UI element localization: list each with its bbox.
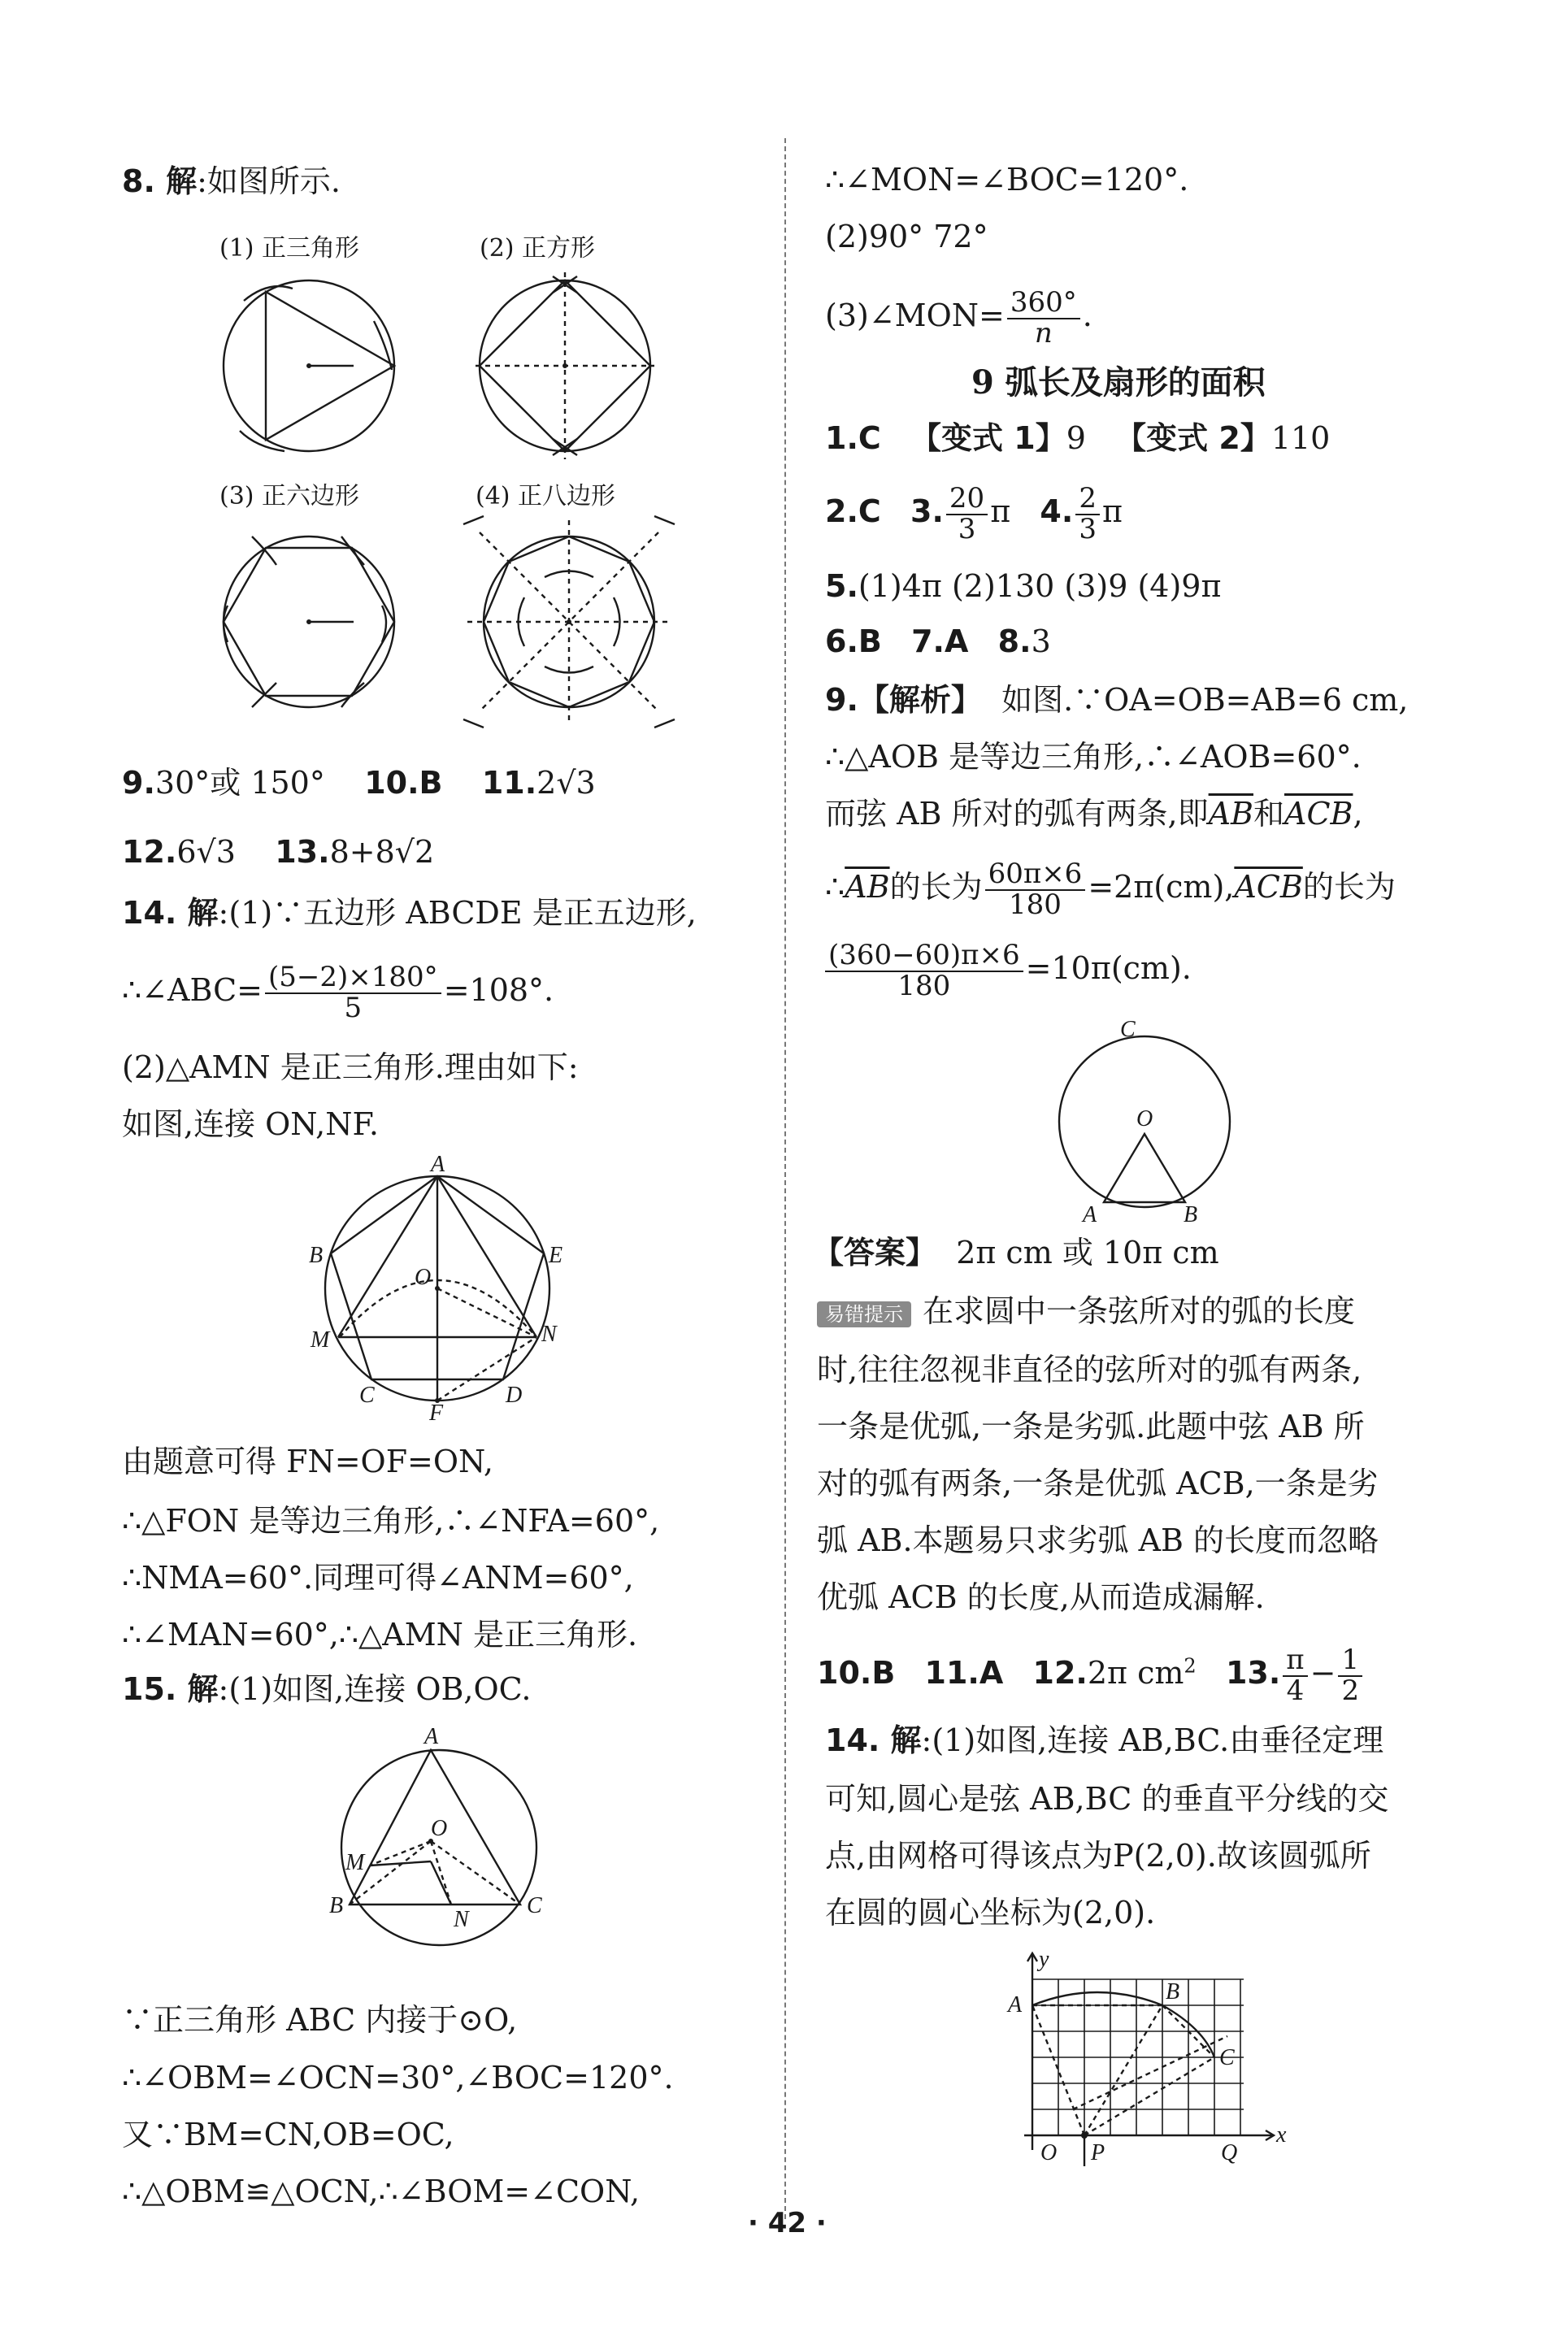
a3-frac xyxy=(946,484,988,544)
caption-hexagon: (3) 正六边形 xyxy=(219,482,360,510)
section-title: 9 弧长及扇形的面积 xyxy=(971,363,1266,402)
tip-line3: 一条是优弧,一条是劣弧.此题中弦 AB 所 xyxy=(817,1409,1365,1444)
a12-text: 2π cm xyxy=(1087,1655,1184,1692)
label-y: y xyxy=(1039,1947,1049,1972)
q12-num: 12. xyxy=(122,834,177,870)
rq14-l1: :(1)如图,连接 AB,BC.由垂径定理 xyxy=(921,1722,1384,1758)
label-A: A xyxy=(1008,1992,1023,2017)
q8-text: :如图所示. xyxy=(197,163,341,199)
q9-frac2 xyxy=(825,941,1023,1001)
a3-n: 20 xyxy=(946,484,988,515)
caption-octagon: (4) 正八边形 xyxy=(476,482,616,510)
figure-pentagon xyxy=(309,1152,577,1426)
r-q14-line4: 在圆的圆心坐标为(2,0). xyxy=(825,1895,1156,1931)
q14-line2 xyxy=(122,963,554,1023)
r-q14-line3: 点,由网格可得该点为P(2,0).故该圆弧所 xyxy=(825,1838,1371,1874)
figure-circle-aob xyxy=(1049,1017,1252,1227)
a8-num: 8. xyxy=(997,623,1032,659)
column-divider xyxy=(784,138,786,2219)
q14-line4: 如图,连接 ON,NF. xyxy=(122,1106,379,1142)
q15-l1: :(1)如图,连接 OB,OC. xyxy=(218,1671,532,1707)
r3-num: 360° xyxy=(1007,289,1080,319)
q9-num: 9. xyxy=(122,765,155,801)
label-A: A xyxy=(431,1152,445,1177)
a7-ans: A xyxy=(945,623,969,659)
label-B: B xyxy=(309,1243,324,1268)
caption-square: (2) 正方形 xyxy=(480,234,596,263)
q14-l1: :(1)∵五边形 ABCDE 是正五边形, xyxy=(218,895,697,931)
a1-v1: 9 xyxy=(1066,420,1086,456)
a13-num: 13. xyxy=(1225,1655,1281,1692)
answer-text: 2π cm 或 10π cm xyxy=(956,1235,1219,1270)
r3b: . xyxy=(1082,298,1092,334)
label-x: x xyxy=(1276,2122,1287,2148)
q11-num: 11. xyxy=(481,765,537,801)
a3-num: 3. xyxy=(910,493,944,530)
q9-l1: 如图.∵OA=OB=AB=6 cm, xyxy=(1001,682,1409,718)
label-Q: Q xyxy=(1221,2140,1238,2165)
r-answers-10-13 xyxy=(817,1646,1365,1705)
answer-label: 【答案】 xyxy=(813,1235,937,1270)
label-F: F xyxy=(429,1401,444,1426)
q9-l3a: 而弦 AB 所对的弧有两条,即 xyxy=(825,796,1209,832)
q8-line xyxy=(122,163,341,200)
q8-num: 8. 解 xyxy=(122,163,198,199)
a13-frac1 xyxy=(1283,1646,1307,1705)
q13-num: 13. xyxy=(275,834,330,870)
answers-9-11 xyxy=(122,764,596,801)
a4-n: 2 xyxy=(1075,484,1100,515)
q9-l4d: 的长为 xyxy=(1302,869,1396,906)
label-M: M xyxy=(345,1850,365,1875)
q9-l4b: 的长为 xyxy=(889,869,983,906)
q15-num: 15. 解 xyxy=(122,1671,219,1707)
a12-num: 12. xyxy=(1032,1655,1088,1692)
label-D: D xyxy=(506,1383,523,1408)
a4-num: 4. xyxy=(1040,493,1074,530)
q14-line8: ∴∠MAN=60°,∴△AMN 是正三角形. xyxy=(122,1617,638,1653)
figure-inscribed-square xyxy=(476,272,654,459)
q9-frac1 xyxy=(985,860,1086,919)
q14-frac-num: (5−2)×180° xyxy=(265,963,441,994)
label-B: B xyxy=(1166,1979,1180,2004)
label-O: O xyxy=(1136,1106,1153,1131)
q10-num: 10. xyxy=(364,765,419,801)
a2-num: 2. xyxy=(825,493,858,530)
q9-and: 和 xyxy=(1253,796,1284,832)
a11-num: 11. xyxy=(924,1655,979,1692)
q9-l3b: , xyxy=(1353,796,1363,832)
label-O: O xyxy=(415,1265,432,1290)
a13-n1: π xyxy=(1283,1646,1307,1677)
r-q9-line1 xyxy=(825,681,1408,719)
q9-l4a: ∴ xyxy=(825,869,845,906)
caption-triangle: (1) 正三角形 xyxy=(219,234,360,263)
label-N: N xyxy=(454,1907,469,1932)
q14-l2a: ∴∠ABC= xyxy=(122,972,263,1009)
a4-frac xyxy=(1075,484,1100,544)
r-answers-6-8 xyxy=(825,623,1051,660)
label-O: O xyxy=(1040,2140,1058,2165)
a6-ans: B xyxy=(858,623,882,659)
q15-line3: ∴∠OBM=∠OCN=30°,∠BOC=120°. xyxy=(122,2060,674,2096)
r-q14-line2: 可知,圆心是弦 AB,BC 的垂直平分线的交 xyxy=(825,1781,1389,1817)
r-answers-2-4 xyxy=(825,484,1123,544)
q14-line7: ∴NMA=60°.同理可得∠ANM=60°, xyxy=(122,1560,634,1596)
a7-num: 7. xyxy=(911,623,945,659)
a4-d: 3 xyxy=(1079,512,1097,545)
label-A: A xyxy=(1083,1202,1097,1227)
a13-d2: 2 xyxy=(1341,1674,1360,1707)
arc-ab: $\overline{AB}$ xyxy=(1208,796,1253,832)
r-line2: (2)90° 72° xyxy=(825,219,988,254)
label-O: O xyxy=(431,1816,448,1841)
rq14-num: 14. 解 xyxy=(825,1722,922,1758)
q10-ans: B xyxy=(419,765,443,801)
q14-line5: 由题意可得 FN=OF=ON, xyxy=(122,1444,493,1479)
figure-triangle-mn xyxy=(325,1724,561,1955)
q9-l4c: =2π(cm), xyxy=(1088,869,1235,906)
a1-num: 1. xyxy=(825,420,858,456)
arc-ab-2: $\overline{AB}$ xyxy=(845,869,890,906)
figure-inscribed-octagon xyxy=(451,504,687,740)
r-q14-line1 xyxy=(825,1722,1383,1759)
figure-inscribed-triangle xyxy=(219,272,398,459)
a3-d: 3 xyxy=(958,512,976,545)
q15-line5: ∴△OBM≌△OCN,∴∠BOM=∠CON, xyxy=(122,2174,641,2209)
tip-badge: 易错提示 xyxy=(817,1301,911,1327)
r-answers-1 xyxy=(825,419,1330,457)
r-line1: ∴∠MON=∠BOC=120°. xyxy=(825,162,1189,198)
a13-frac2 xyxy=(1338,1646,1362,1705)
q9-l5b: =10π(cm). xyxy=(1025,950,1192,987)
r-q9-line2: ∴△AOB 是等边三角形,∴∠AOB=60°. xyxy=(825,739,1362,775)
r-line3 xyxy=(825,286,1092,350)
label-A: A xyxy=(424,1724,439,1749)
r-answer-5 xyxy=(825,567,1221,605)
tip-line2: 时,往往忽视非直径的弦所对的弧有两条, xyxy=(817,1352,1362,1388)
a13-d1: 4 xyxy=(1286,1674,1305,1707)
a5-num: 5. xyxy=(825,568,858,604)
label-B: B xyxy=(1184,1202,1198,1227)
a4-suffix: π xyxy=(1101,493,1123,530)
a13-minus: − xyxy=(1310,1655,1336,1692)
q14-fraction xyxy=(265,963,441,1023)
a8-text: 3 xyxy=(1031,623,1051,659)
a2-ans: C xyxy=(858,493,881,530)
q9-frac2-num: (360−60)π×6 xyxy=(825,941,1023,972)
figure-inscribed-hexagon xyxy=(219,528,398,715)
q14-line6: ∴△FON 是等边三角形,∴∠NFA=60°, xyxy=(122,1503,660,1539)
q15-line2: ∵正三角形 ABC 内接于⊙O, xyxy=(122,2002,518,2038)
a1-ans: C xyxy=(858,420,881,456)
a1-v2-label: 【变式 2】 xyxy=(1115,420,1271,456)
arc-acb-2: $\overline{ACB}$ xyxy=(1234,869,1303,906)
a11-ans: A xyxy=(979,1655,1004,1692)
q12-text: 6√3 xyxy=(176,834,236,870)
label-C: C xyxy=(1120,1017,1136,1042)
q9-frac1-num: 60π×6 xyxy=(985,860,1086,891)
q9-frac2-den: 180 xyxy=(897,969,951,1002)
q14-frac-den: 5 xyxy=(344,991,363,1024)
r-q9-answer xyxy=(813,1234,1219,1271)
tip-line1 xyxy=(817,1292,1355,1330)
figure-coordinate-grid xyxy=(992,1947,1292,2174)
r-q9-line5 xyxy=(825,941,1192,1001)
page-number-value: 42 xyxy=(767,2207,807,2239)
a10-num: 10. xyxy=(817,1655,872,1692)
label-C: C xyxy=(359,1383,375,1408)
tip-line5: 弧 AB.本题易只求劣弧 AB 的长度而忽略 xyxy=(817,1522,1379,1558)
tip-line4: 对的弧有两条,一条是优弧 ACB,一条是劣 xyxy=(817,1466,1379,1501)
r-q9-line3 xyxy=(825,795,1363,832)
q14-l2b: =108°. xyxy=(443,972,554,1009)
r3a: (3)∠MON= xyxy=(825,298,1005,334)
a6-num: 6. xyxy=(825,623,858,659)
q14-num: 14. 解 xyxy=(122,895,219,931)
r3-fraction xyxy=(1007,286,1080,350)
q14-line1 xyxy=(122,894,697,932)
label-E: E xyxy=(549,1243,563,1268)
label-P: P xyxy=(1091,2140,1105,2165)
a5-text: (1)4π (2)130 (3)9 (4)9π xyxy=(858,568,1222,604)
q15-line4: 又∵BM=CN,OB=OC, xyxy=(122,2117,454,2152)
arc-acb: $\overline{ACB}$ xyxy=(1284,796,1353,832)
a1-v1-label: 【变式 1】 xyxy=(910,420,1066,456)
q14-line3: (2)△AMN 是正三角形.理由如下: xyxy=(122,1049,579,1085)
a13-n2: 1 xyxy=(1338,1646,1362,1677)
q13-text: 8+8√2 xyxy=(329,834,435,870)
q9-text: 30°或 150° xyxy=(154,765,325,801)
a10-ans: B xyxy=(871,1655,896,1692)
label-C: C xyxy=(1219,2045,1235,2070)
q9-frac1-den: 180 xyxy=(1008,888,1062,921)
a12-sup: 2 xyxy=(1184,1654,1197,1678)
r-q9-line4 xyxy=(825,860,1396,919)
r3-den: n xyxy=(1034,316,1053,350)
page-number: · 42 · xyxy=(748,2207,827,2239)
q15-line1 xyxy=(122,1670,531,1708)
answers-12-13 xyxy=(122,833,434,871)
tip-line6: 优弧 ACB 的长度,从而造成漏解. xyxy=(817,1579,1265,1615)
label-B: B xyxy=(329,1893,344,1918)
a3-suffix: π xyxy=(990,493,1011,530)
label-N: N xyxy=(541,1322,557,1347)
label-C: C xyxy=(527,1893,542,1918)
tip-text-1: 在求圆中一条弦所对的弧的长度 xyxy=(923,1293,1356,1329)
label-M: M xyxy=(311,1327,330,1353)
q9-label: 9.【解析】 xyxy=(825,682,982,718)
a1-v2: 110 xyxy=(1270,420,1331,456)
q11-text: 2√3 xyxy=(536,765,596,801)
